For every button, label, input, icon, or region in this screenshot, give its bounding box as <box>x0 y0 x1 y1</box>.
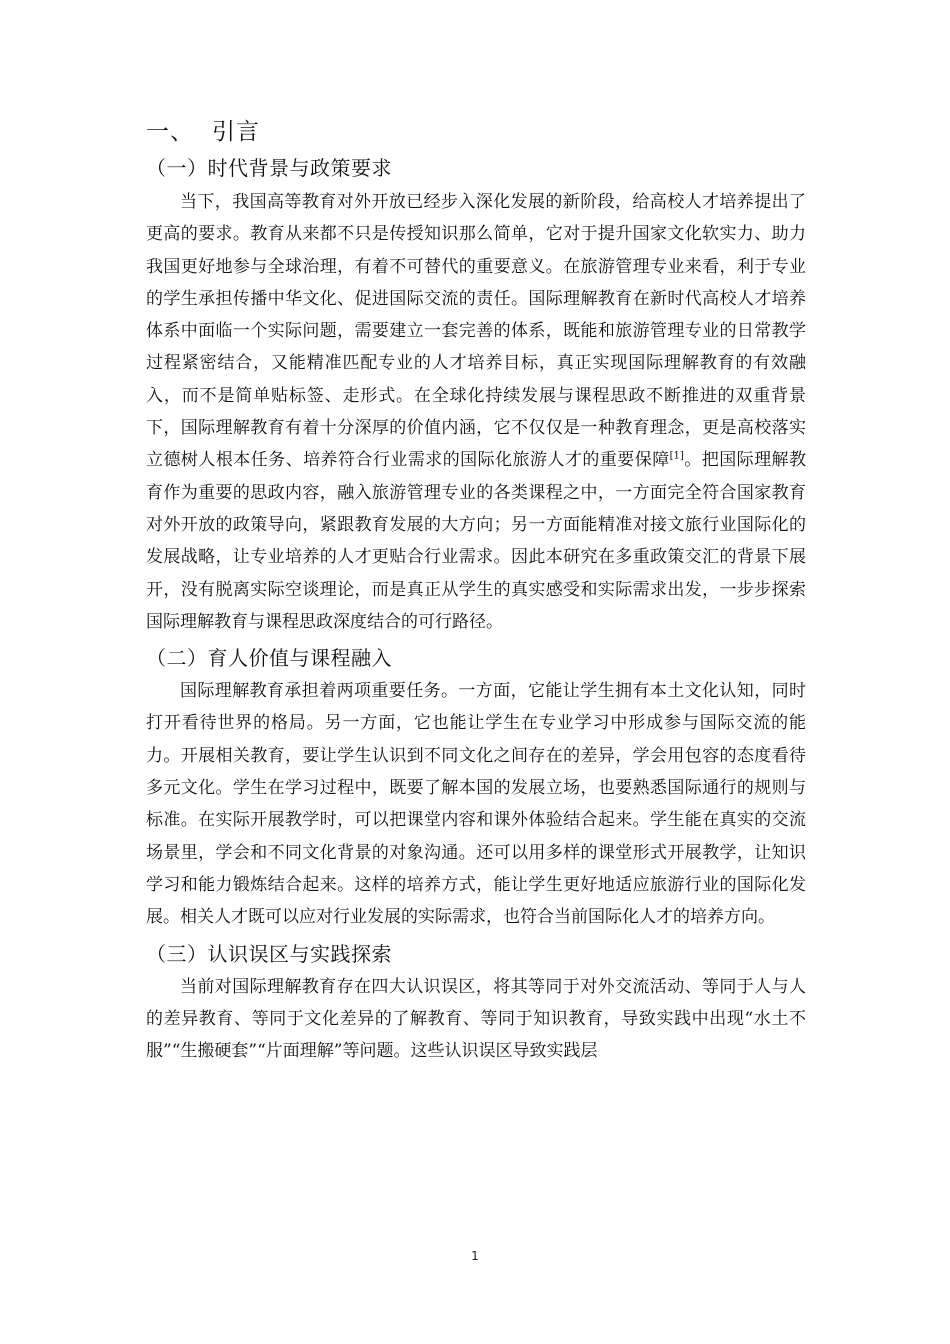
section-heading-1: （一）时代背景与政策要求 <box>146 156 392 180</box>
section-1-text-b: 。把国际理解教育作为重要的思政内容，融入旅游管理专业的各类课程之中，一方面完全符合国家教育对外开放的政策导向，紧跟教育发展的大方向；另一方面能精准对接文旅行业国际化的发展战略，让专业培养的人才更贴合行业需求。因此本研究在多重政策交汇的背景下展开，没有脱离实际空谈理论，而是真正从学生的真实感受和实际需求出发，一步步探索国际理解教育与课程思政深度结合的可行路径。 <box>146 450 807 632</box>
chapter-title: 引言 <box>212 119 260 145</box>
chapter-heading <box>146 115 806 149</box>
section-2-paragraph: 国际理解教育承担着两项重要任务。一方面，它能让学生拥有本土文化认知，同时打开看待世界的格局。另一方面，它也能让学生在专业学习中形成参与国际交流的能力。开展相关教育，要让学生认识到不同文化之间存在的差异，学会用包容的态度看待多元文化。学生在学习过程中，既要了解本国的发展立场，也要熟悉国际通行的规则与标准。在实际开展教学时，可以把课堂内容和课外体验结合起来。学生能在真实的交流场景里，学会和不同文化背景的对象沟通。还可以用多样的课堂形式开展教学，让知识学习和能力锻炼结合起来。这样的培养方式，能让学生更好地适应旅游行业的国际化发展。相关人才既可以应对行业发展的实际需求，也符合当前国际化人才的培养方向。 <box>146 681 806 928</box>
section-1-text-a: 当下，我国高等教育对外开放已经步入深化发展的新阶段，给高校人才培养提出了更高的要求。教育从来都不只是传授知识那么简单，它对于提升国家文化软实力、助力我国更好地参与全球治理，有着不可替代的重要意义。在旅游管理专业来看，利于专业的学生承担传播中华文化、促进国际交流的责任。国际理解教育在新时代高校人才培养体系中面临一个实际问题，需要建立一套完善的体系，既能和旅游管理专业的日常教学过程紧密结合，又能精准匹配专业的人才培养目标，真正实现国际理解教育的有效融入，而不是简单贴标签、走形式。在全球化持续发展与课程思政不断推进的双重背景下，国际理解教育有着十分深厚的价值内涵，它不仅仅是一种教育理念，更是高校落实立德树人根本任务、培养符合行业需求的国际化旅游人才的重要保障 <box>146 192 806 471</box>
citation-link[interactable]: [1] <box>669 450 684 462</box>
section-heading-3: （三）认识误区与实践探索 <box>146 941 392 966</box>
chapter-number: 一、 <box>146 119 194 145</box>
page-number: 1 <box>471 1249 479 1263</box>
section-3-paragraph: 当前对国际理解教育存在四大认识误区，将其等同于对外交流活动、等同于人与人的差异教育、等同于文化差异的了解教育、等同于知识教育，导致实践中出现“水土不服”“生搬硬套”“片面理解”等问题。这些认识误区导致实践层 <box>146 976 806 1062</box>
section-heading-2: （二）育人价值与课程融入 <box>146 646 392 671</box>
section-1-paragraph <box>146 186 806 638</box>
page-content <box>146 115 806 1070</box>
